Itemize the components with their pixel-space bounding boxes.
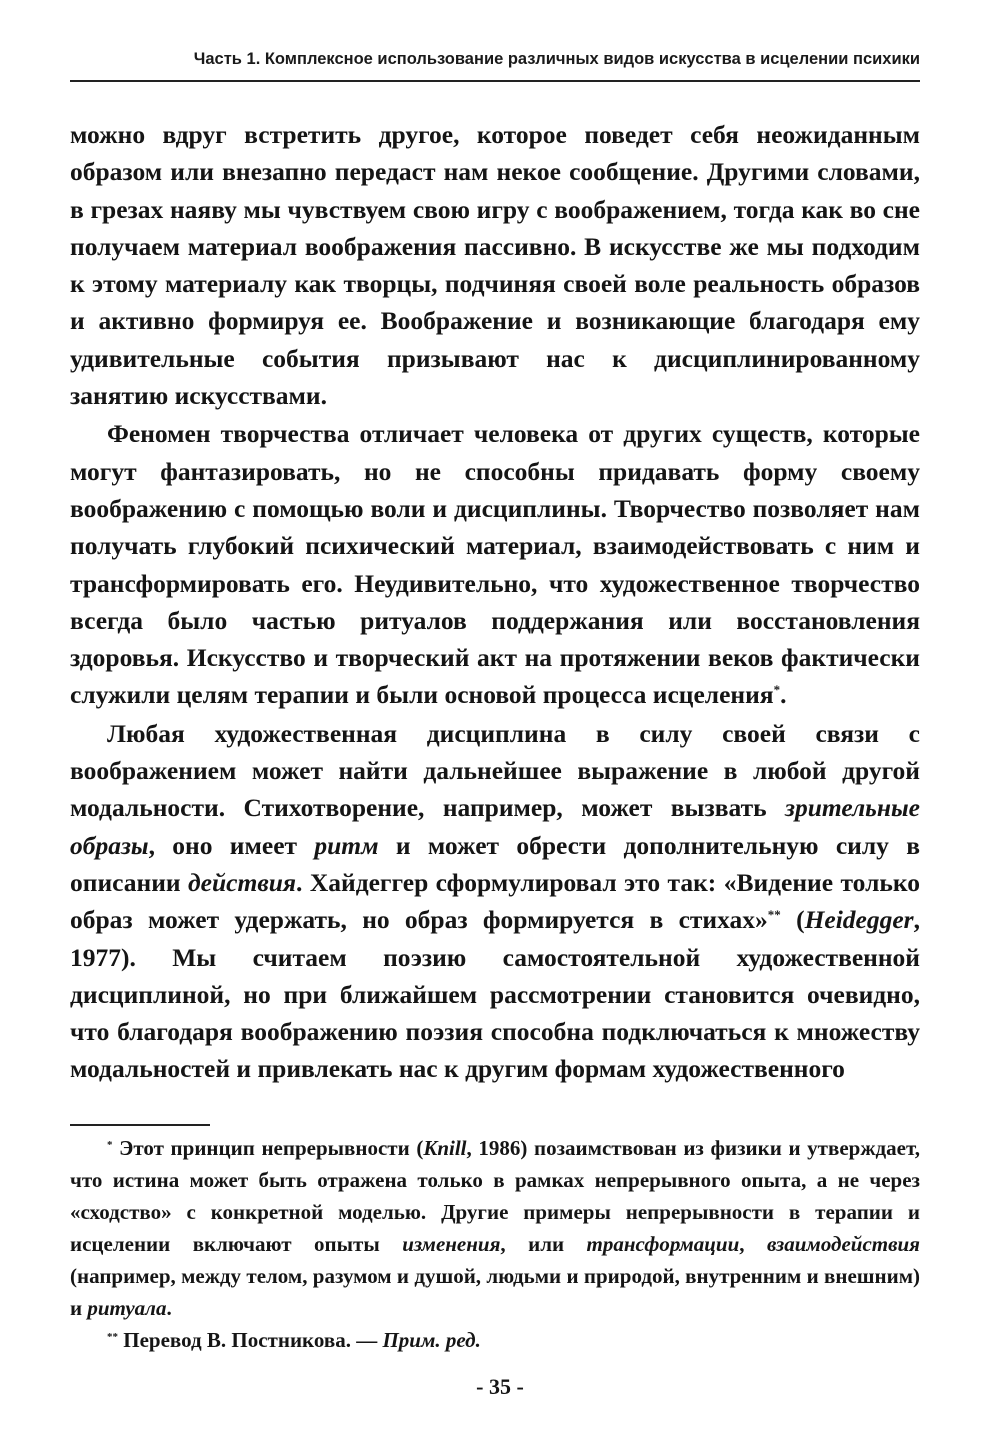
emphasis: взаимодействия	[766, 1232, 920, 1256]
running-head: Часть 1. Комплексное использование различных видов искусства в исцелении психики	[193, 50, 920, 68]
paragraph: Феномен творчества отличает человека от других существ, которые могут фантазировать, но не способны придавать форму своему воображению с помощью воли и дисциплины. Творчество позволяет нам получать глубокий психический материал, взаимодействовать с ним и трансформировать его. Неудивительно, что художественное творчество всегда было частью ритуалов поддержания или восстановления здоровья. Искусство и творческий акт на протяжении веков фактически служили целям терапии и были основой процесса исцеления*.	[70, 419, 920, 710]
emphasis: ритм	[314, 830, 379, 860]
footnotes	[70, 1132, 920, 1356]
citation-author: Knill	[423, 1136, 467, 1160]
emphasis: ритуала	[87, 1296, 167, 1320]
emphasis: зрительные образы	[70, 793, 920, 860]
citation-author: Heidegger	[804, 905, 914, 935]
emphasis: действия	[188, 867, 297, 897]
footnote: * Этот принцип непрерывности (Knill, 1986) позаимствован из физики и утверждает, что истина может быть отражена только в рамках непрерывного опыта, а не через «сходство» с конкретной моделью. Другие примеры непрерывности в терапии и исцелении включают опыты изменения, или трансформации, взаимодействия (например, между телом, разумом и душой, людьми и природой, внутренним и внешним) и ритуала.	[70, 1136, 920, 1320]
footnote-mark: *	[107, 1139, 113, 1151]
footnote-mark: **	[107, 1331, 118, 1343]
footnote-ref: *	[773, 682, 781, 698]
emphasis: Прим. ред.	[382, 1328, 481, 1352]
header-rule	[70, 80, 920, 82]
footnote-ref: **	[767, 907, 781, 923]
paragraph: Любая художественная дисциплина в силу своей связи с воображением может найти дальнейшее выражение в любой другой модальности. Стихотворение, например, может вызвать зрительные образы, оно имеет ритм и может обрести дополнительную силу в описании действия. Хайдеггер сформулировал это так: «Видение только образ может удержать, но образ формируется в стихах»** (Heidegger, 1977). Мы считаем поэзию самостоятельной художественной дисциплиной, но при ближайшем рассмотрении становится очевидно, что благодаря воображению поэзия способна подключаться к множеству модальностей и привлекать нас к другим формам художественного	[70, 718, 920, 1084]
paragraph-continued: можно вдруг встретить другое, которое поведет себя неожиданным образом или внезапно передаст нам некое сообщение. Другими словами, в грезах наяву мы чувствуем свою игру с воображением, тогда как во сне получаем материал воображения пассивно. В искусстве же мы подходим к этому материалу как творцы, подчиняя своей воле реальность образов и активно формируя ее. Воображение и возникающие благодаря ему удивительные события призывают нас к дисциплинированному занятию искусствами.	[70, 120, 920, 411]
emphasis: изменения	[402, 1232, 501, 1256]
emphasis: трансформации	[586, 1232, 740, 1256]
footnote: ** Перевод В. Постникова. — Прим. ред.	[107, 1328, 481, 1352]
footnote-rule	[70, 1124, 210, 1126]
page-number: - 35 -	[476, 1374, 524, 1399]
main-text	[70, 116, 920, 1088]
